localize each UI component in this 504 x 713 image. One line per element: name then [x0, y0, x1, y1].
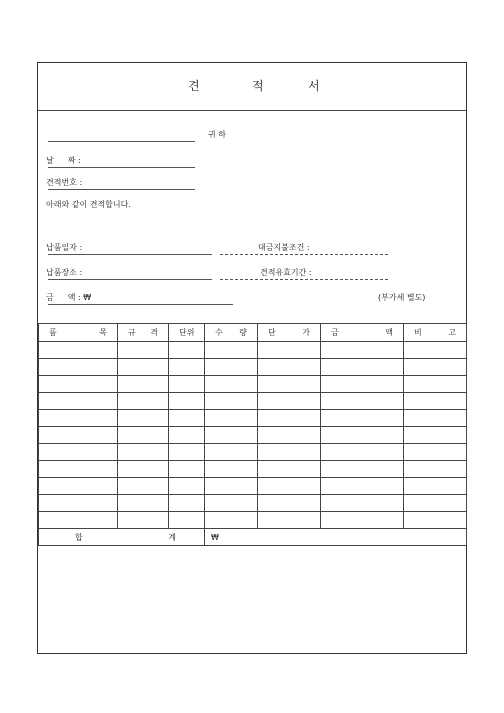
- table-cell[interactable]: [205, 478, 258, 495]
- table-cell[interactable]: [118, 495, 169, 512]
- table-cell[interactable]: [321, 359, 404, 376]
- table-row: [39, 461, 467, 478]
- table-row: [39, 478, 467, 495]
- payment-terms-label: 대금지불조건 :: [258, 243, 310, 252]
- title-char: 서: [308, 79, 321, 93]
- items-table: [38, 323, 467, 546]
- delivery-place-label: 납품장소 :: [46, 268, 83, 277]
- table-cell[interactable]: [118, 478, 169, 495]
- table-cell[interactable]: [169, 393, 205, 410]
- intro-text: 아래와 같이 견적합니다.: [46, 200, 131, 209]
- table-cell[interactable]: [321, 444, 404, 461]
- table-cell[interactable]: [169, 478, 205, 495]
- quotation-form: [37, 62, 467, 654]
- total-label: 합 계: [39, 529, 205, 546]
- recipient-field[interactable]: [48, 141, 195, 142]
- table-cell[interactable]: [258, 512, 321, 529]
- table-row: [39, 393, 467, 410]
- title-char: 적: [252, 79, 265, 93]
- table-cell[interactable]: [169, 376, 205, 393]
- table-cell[interactable]: [169, 495, 205, 512]
- table-cell[interactable]: [404, 461, 467, 478]
- table-cell[interactable]: [404, 376, 467, 393]
- table-cell[interactable]: [258, 444, 321, 461]
- table-cell[interactable]: [205, 410, 258, 427]
- table-cell[interactable]: [404, 427, 467, 444]
- column-header: 비 고: [404, 324, 467, 342]
- table-row: [39, 512, 467, 529]
- table-cell[interactable]: [205, 342, 258, 359]
- table-cell[interactable]: [169, 427, 205, 444]
- table-cell[interactable]: [118, 359, 169, 376]
- table-cell[interactable]: [205, 461, 258, 478]
- total-amount-field[interactable]: ₩: [205, 529, 467, 546]
- column-header: 품 목: [39, 324, 118, 342]
- total-row: [39, 529, 467, 546]
- table-cell[interactable]: [404, 410, 467, 427]
- payment-terms-field[interactable]: [220, 254, 388, 255]
- quote-number-label: 견적번호 :: [46, 178, 83, 187]
- table-cell[interactable]: [118, 444, 169, 461]
- table-cell[interactable]: [118, 512, 169, 529]
- table-cell[interactable]: [205, 444, 258, 461]
- column-header: 단 가: [258, 324, 321, 342]
- table-cell[interactable]: [321, 478, 404, 495]
- delivery-date-field[interactable]: [48, 254, 212, 255]
- table-cell[interactable]: [39, 461, 118, 478]
- table-header-row: [39, 324, 467, 342]
- table-cell[interactable]: [169, 410, 205, 427]
- table-cell[interactable]: [321, 342, 404, 359]
- column-header: 규 격: [118, 324, 169, 342]
- table-cell[interactable]: [404, 495, 467, 512]
- table-cell[interactable]: [169, 512, 205, 529]
- validity-field[interactable]: [220, 279, 388, 280]
- table-cell[interactable]: [258, 359, 321, 376]
- table-cell[interactable]: [321, 393, 404, 410]
- table-cell[interactable]: [258, 342, 321, 359]
- table-cell[interactable]: [404, 342, 467, 359]
- table-cell[interactable]: [39, 478, 118, 495]
- vat-note: (부가세 별도): [378, 293, 426, 302]
- column-header: 단 위: [169, 324, 205, 342]
- table-cell[interactable]: [205, 376, 258, 393]
- table-cell[interactable]: [404, 478, 467, 495]
- table-cell[interactable]: [205, 512, 258, 529]
- table-cell[interactable]: [118, 410, 169, 427]
- table-row: [39, 410, 467, 427]
- column-header: 수 량: [205, 324, 258, 342]
- table-cell[interactable]: [258, 393, 321, 410]
- title-divider: [38, 110, 466, 111]
- quote-number-field[interactable]: [48, 189, 195, 190]
- table-cell[interactable]: [258, 461, 321, 478]
- page-title: [38, 77, 466, 99]
- table-cell[interactable]: [39, 359, 118, 376]
- title-char: 견: [188, 79, 201, 93]
- table-cell[interactable]: [118, 461, 169, 478]
- date-field[interactable]: [48, 167, 195, 168]
- table-cell[interactable]: [404, 359, 467, 376]
- table-cell[interactable]: [169, 342, 205, 359]
- table-cell[interactable]: [118, 376, 169, 393]
- table-cell[interactable]: [205, 393, 258, 410]
- table-row: [39, 342, 467, 359]
- delivery-place-field[interactable]: [48, 279, 212, 280]
- table-cell[interactable]: [39, 393, 118, 410]
- table-cell[interactable]: [321, 495, 404, 512]
- table-cell[interactable]: [404, 512, 467, 529]
- table-row: [39, 376, 467, 393]
- table-cell[interactable]: [205, 359, 258, 376]
- table-cell[interactable]: [39, 342, 118, 359]
- table-cell[interactable]: [39, 444, 118, 461]
- table-cell[interactable]: [169, 359, 205, 376]
- table-cell[interactable]: [321, 427, 404, 444]
- table-cell[interactable]: [258, 427, 321, 444]
- table-cell[interactable]: [39, 512, 118, 529]
- table-cell[interactable]: [258, 495, 321, 512]
- table-cell[interactable]: [118, 427, 169, 444]
- table-cell[interactable]: [39, 495, 118, 512]
- date-label: 날 짜 :: [46, 156, 81, 165]
- table-cell[interactable]: [39, 410, 118, 427]
- table-cell[interactable]: [321, 512, 404, 529]
- delivery-date-label: 납품일자 :: [46, 243, 83, 252]
- recipient-suffix: 귀 하: [208, 130, 226, 139]
- table-row: [39, 495, 467, 512]
- table-cell[interactable]: [404, 393, 467, 410]
- table-cell[interactable]: [321, 461, 404, 478]
- table-cell[interactable]: [205, 495, 258, 512]
- table-cell[interactable]: [258, 478, 321, 495]
- table-cell[interactable]: [39, 427, 118, 444]
- validity-label: 견적유효기간 :: [260, 268, 312, 277]
- table-cell[interactable]: [404, 444, 467, 461]
- table-cell[interactable]: [321, 376, 404, 393]
- table-row: [39, 359, 467, 376]
- table-cell[interactable]: [321, 410, 404, 427]
- table-row: [39, 444, 467, 461]
- amount-label: 금 액 : ₩: [46, 293, 92, 302]
- table-cell[interactable]: [205, 427, 258, 444]
- table-cell[interactable]: [169, 461, 205, 478]
- table-cell[interactable]: [39, 376, 118, 393]
- table-row: [39, 427, 467, 444]
- table-cell[interactable]: [258, 376, 321, 393]
- table-cell[interactable]: [258, 410, 321, 427]
- table-cell[interactable]: [169, 444, 205, 461]
- amount-field[interactable]: [48, 304, 233, 305]
- table-cell[interactable]: [118, 393, 169, 410]
- column-header: 금 액: [321, 324, 404, 342]
- table-cell[interactable]: [118, 342, 169, 359]
